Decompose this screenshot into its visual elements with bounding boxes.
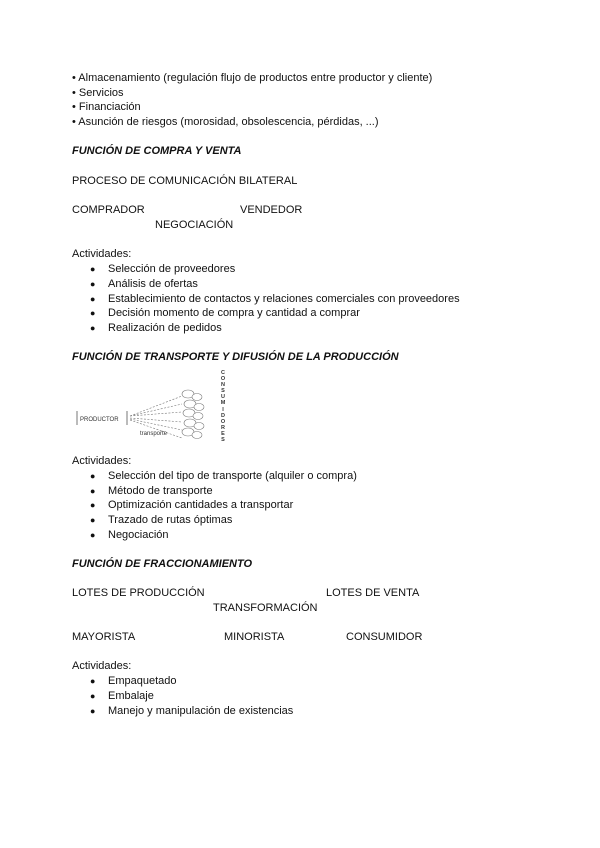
intro-bullet-riesgos: • Asunción de riesgos (morosidad, obsolescencia, pérdidas, ...) (72, 116, 379, 128)
bullet-icon: ● (90, 264, 96, 274)
transporte-text: transporte (140, 431, 168, 437)
activity-transporte-5: Negociación (108, 529, 169, 541)
minorista-label: MINORISTA (224, 631, 285, 643)
bullet-icon: ● (90, 706, 96, 716)
bullet-icon: ● (90, 486, 96, 496)
vertical-label-letter: O (220, 418, 226, 425)
bullet-icon: ● (90, 323, 96, 333)
vertical-label-letter: I (222, 406, 224, 413)
process-label: PROCESO DE COMUNICACIÓN BILATERAL (72, 175, 298, 187)
activity-transporte-1: Selección del tipo de transporte (alquiler o compra) (108, 470, 357, 482)
activity-transporte-2: Método de transporte (108, 485, 213, 497)
intro-bullet-servicios: • Servicios (72, 87, 124, 99)
heading-fraccionamiento: FUNCIÓN DE FRACCIONAMIENTO (72, 558, 253, 570)
vertical-label-letter: O (220, 376, 226, 383)
bullet-icon: ● (90, 471, 96, 481)
comprador-label: COMPRADOR (72, 204, 145, 216)
transformacion-label: TRANSFORMACIÓN (213, 602, 318, 614)
vendedor-label: VENDEDOR (240, 204, 303, 216)
intro-bullet-financiacion: • Financiación (72, 101, 141, 113)
transport-diagram (70, 366, 240, 450)
activity-compra-1: Selección de proveedores (108, 263, 236, 275)
productor-text: PRODUCTOR (80, 417, 119, 423)
activity-transporte-3: Optimización cantidades a transportar (108, 499, 294, 511)
activity-compra-3: Establecimiento de contactos y relaciones comerciales con proveedores (108, 293, 460, 305)
activity-compra-5: Realización de pedidos (108, 322, 222, 334)
activity-compra-4: Decisión momento de compra y cantidad a comprar (108, 307, 360, 319)
vertical-label-letter: N (221, 382, 225, 389)
bullet-icon: ● (90, 676, 96, 686)
mayorista-label: MAYORISTA (72, 631, 136, 643)
bullet-icon: ● (90, 308, 96, 318)
intro-bullet-almacenamiento: • Almacenamiento (regulación flujo de productos entre productor y cliente) (72, 72, 433, 84)
vertical-label-letter: M (220, 400, 226, 407)
consumidor-label: CONSUMIDOR (346, 631, 423, 643)
bullet-icon: ● (90, 279, 96, 289)
activity-fraccionamiento-1: Empaquetado (108, 675, 177, 687)
vertical-label-letter: S (221, 388, 225, 395)
consumidores-vertical-label (219, 370, 227, 443)
activities-label-compra: Actividades: (72, 248, 132, 260)
heading-transporte: FUNCIÓN DE TRANSPORTE Y DIFUSIÓN DE LA PRODUCCIÓN (72, 351, 399, 363)
bullet-icon: ● (90, 530, 96, 540)
activity-fraccionamiento-2: Embalaje (108, 690, 154, 702)
lotes-venta-label: LOTES DE VENTA (326, 587, 420, 599)
activity-compra-2: Análisis de ofertas (108, 278, 198, 290)
vertical-label-letter: D (221, 412, 225, 419)
vertical-label-letter: S (221, 437, 225, 444)
activities-label-fraccionamiento: Actividades: (72, 660, 132, 672)
vertical-label-letter: U (221, 394, 225, 401)
vertical-label-letter: C (221, 370, 225, 376)
vertical-label-letter: R (221, 424, 225, 431)
activity-transporte-4: Trazado de rutas óptimas (108, 514, 233, 526)
heading-compra-venta: FUNCIÓN DE COMPRA Y VENTA (72, 145, 242, 157)
productor-box (77, 411, 127, 425)
bullet-icon: ● (90, 691, 96, 701)
bullet-icon: ● (90, 500, 96, 510)
activity-fraccionamiento-3: Manejo y manipulación de existencias (108, 705, 294, 717)
bullet-icon: ● (90, 515, 96, 525)
consumer-nodes (182, 390, 204, 439)
vertical-label-letter: E (221, 430, 225, 437)
activities-label-transporte: Actividades: (72, 455, 132, 467)
lotes-produccion-label: LOTES DE PRODUCCIÓN (72, 587, 205, 599)
negociacion-label: NEGOCIACIÓN (155, 219, 234, 231)
bullet-icon: ● (90, 294, 96, 304)
